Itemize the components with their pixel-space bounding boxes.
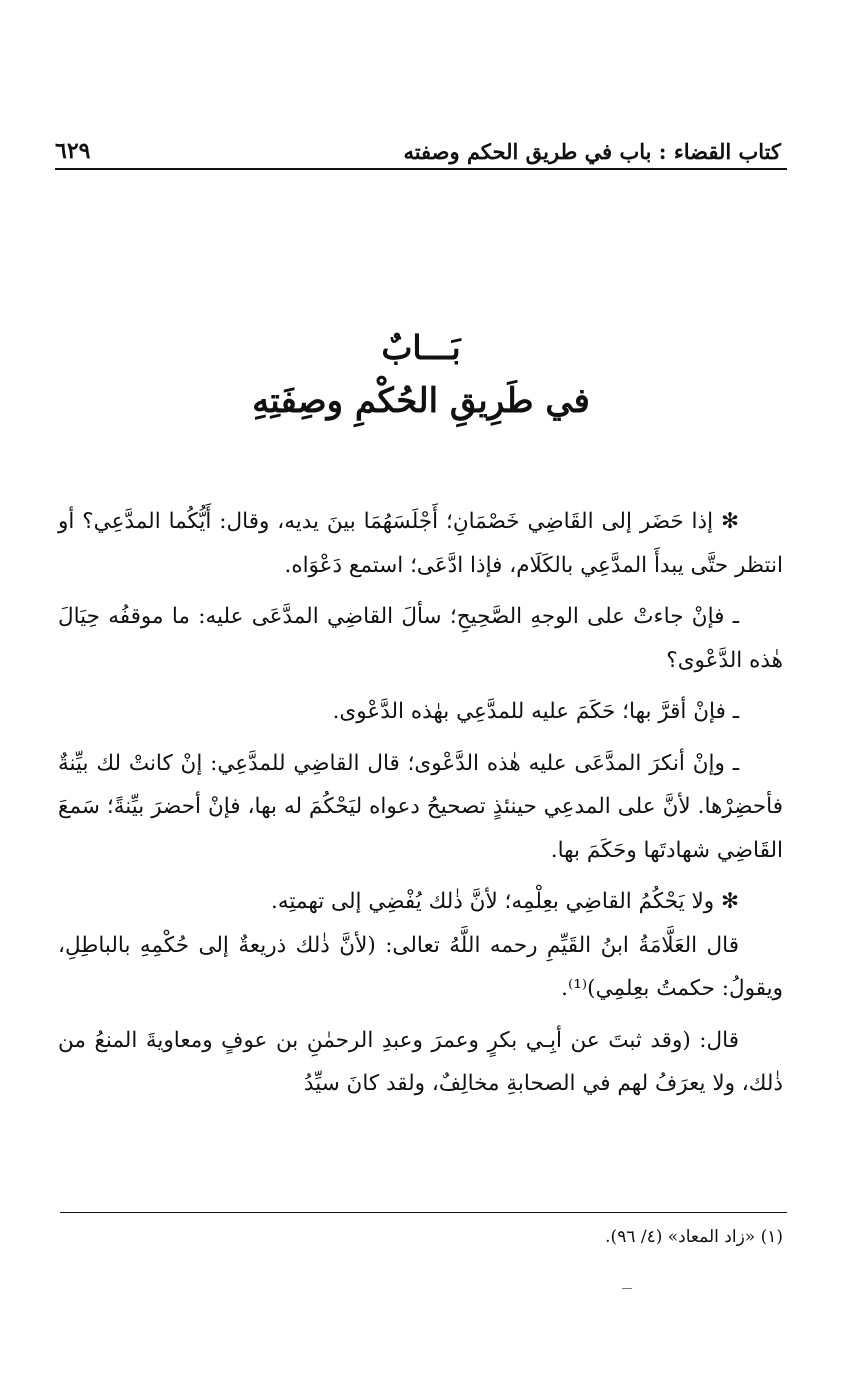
header-divider <box>55 168 787 170</box>
running-header <box>55 128 781 164</box>
footnote-1: (١) «زاد المعاد» (٤/ ٩٦). <box>605 1227 783 1247</box>
chapter-title: في طَرِيقِ الحُكْمِ وصِفَتِهِ <box>252 381 590 421</box>
paragraph-3: ـ فإنْ أقرَّ بها؛ حَكَمَ عليه للمدَّعِي بهٰذه الدَّعْوى. <box>332 699 739 724</box>
paragraph-7: قال: (وقد ثبتَ عن أبِـي بكرٍ وعمرَ وعبدِ الرحمٰنِ بن عوفٍ ومعاويةَ المنعُ من ذٰلك، ولا يعرَفُ لهم في الصحابةِ مخالِفٌ، ولقد كانَ سيِّدُ <box>58 1027 783 1096</box>
scan-mark <box>622 1288 632 1289</box>
paragraph-4: ـ وإنْ أنكرَ المدَّعَى عليه هٰذه الدَّعْوى؛ قال القاضِي للمدَّعِي: إنْ كانتْ لك بيِّنةٌ فأحضِرْها. لأنَّ على المدعِي حينئذٍ تصحيحُ دعواه ليَحْكُمَ له بها، فإنْ أحضرَ بيِّنةً؛ سَمعَ القَاضِي شهادتَها وحَكَمَ بها. <box>58 750 783 863</box>
page-number: ٦٢٩ <box>55 138 91 164</box>
chapter-label: بَـــابٌ <box>381 328 461 367</box>
paragraph-5: ✻ ولا يَحْكُمُ القاضِي بعِلْمِه؛ لأنَّ ذٰلك يُفْضِي إلى تهمتِه. <box>271 889 739 914</box>
paragraph-2: ـ فإنْ جاءتْ على الوجهِ الصَّحِيحِ؛ سألَ القاضِي المدَّعَى عليه: ما موقفُه حِيَالَ هٰذه الدَّعْوى؟ <box>58 604 783 673</box>
header-title: كتاب القضاء : باب في طريق الحكم وصفته <box>403 139 781 164</box>
footnote-divider <box>60 1212 787 1213</box>
paragraph-6: قال العَلَّامَةُ ابنُ القَيِّمِ رحمه اللَّهُ تعالى: (لأنَّ ذٰلك ذريعةٌ إلى حُكْمِهِ بالباطِلِ، ويقولُ: حكمتُ بعِلمِي)⁽¹⁾. <box>58 932 783 1001</box>
body-text <box>58 500 783 1114</box>
chapter-heading <box>55 322 787 428</box>
paragraph-1: ✻ إذا حَضَر إلى القَاضِي خَصْمَانِ؛ أَجْلَسَهُمَا بينَ يديه، وقال: أَيُّكُما المدَّعِي؟ أو انتظر حتَّى يبدأَ المدَّعِي بالكَلَام، فإذا ادَّعَى؛ استمع دَعْوَاه. <box>58 509 783 578</box>
